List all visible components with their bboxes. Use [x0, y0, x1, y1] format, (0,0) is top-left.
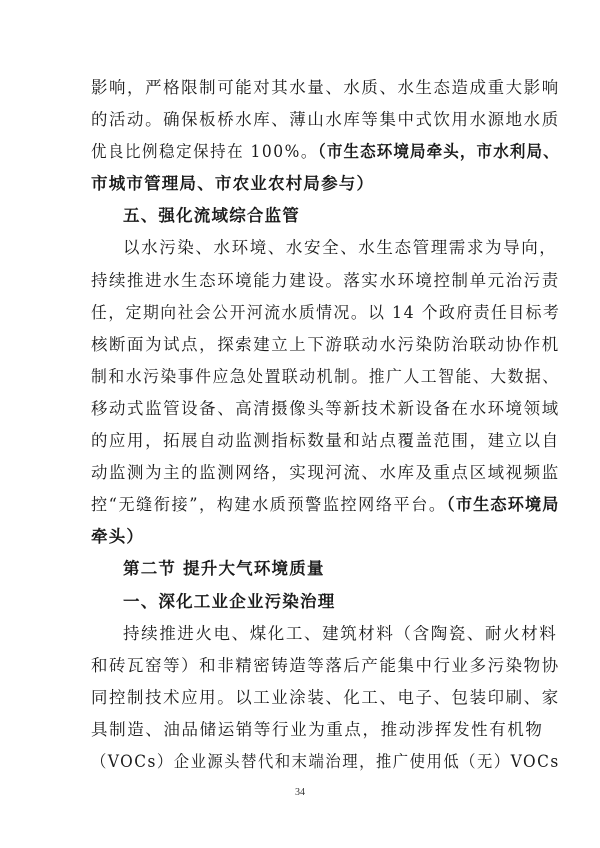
paragraph-line: 和砖瓦窑等）和非精密铸造等落后产能集中行业多污染物协	[91, 655, 560, 675]
paragraph-line: 影响，严格限制可能对其水量、水质、水生态造成重大影响	[91, 78, 560, 97]
paragraph-line	[91, 142, 560, 162]
paragraph-line: 制和水污染事件应急处置联动机制。推广人工智能、大数据、	[91, 366, 560, 386]
paragraph-line: 以水污染、水环境、水安全、水生态管理需求为导向，	[123, 238, 558, 258]
paragraph-line: 持续推进火电、煤化工、建筑材料（含陶瓷、耐火材料	[123, 623, 558, 643]
subsection-title: 第二节 提升大气环境质量	[123, 559, 325, 579]
paragraph-line: 任，定期向社会公开河流水质情况。以 14 个政府责任目标考	[91, 302, 561, 322]
section-heading: 一、深化工业企业污染治理	[123, 591, 336, 611]
section-heading: 五、强化流域综合监管	[123, 206, 300, 226]
paragraph-line: 移动式监管设备、高清摄像头等新技术新设备在水环境领域	[91, 398, 560, 418]
paragraph-line: 的活动。确保板桥水库、薄山水库等集中式饮用水源地水质	[91, 110, 560, 130]
paragraph-line: 同控制技术应用。以工业涂装、化工、电子、包装印刷、家	[91, 687, 560, 707]
paragraph-line: 具制造、油品储运销等行业为重点，推动涉挥发性有机物	[91, 719, 544, 739]
responsibility-note: （市生态环境局	[446, 495, 560, 515]
paragraph-line: （VOCs）企业源头替代和末端治理，推广使用低（无）VOCs	[91, 752, 560, 771]
responsibility-note: （市生态环境局牵头，市水利局、	[317, 142, 560, 162]
paragraph-line: 核断面为试点，探索建立上下游联动水污染防治联动协作机	[91, 334, 560, 354]
responsibility-note: 市城市管理局、市农业农村局参与）	[91, 174, 375, 194]
paragraph-line	[91, 495, 560, 515]
paragraph-line: 动监测为主的监测网络，实现河流、水库及重点区域视频监	[91, 463, 560, 483]
paragraph-line: 持续推进水生态环境能力建设。落实水环境控制单元治污责	[91, 270, 560, 290]
paragraph-line: 的应用，拓展自动监测指标数量和站点覆盖范围，建立以自	[91, 431, 560, 451]
page-number: 34	[295, 787, 305, 798]
paragraph-text: 控“无缝衔接”，构建水质预警监控网络平台。	[91, 495, 447, 515]
paragraph-text: 优良比例稳定保持在 100%。	[91, 142, 318, 162]
responsibility-note: 牵头）	[91, 527, 145, 547]
